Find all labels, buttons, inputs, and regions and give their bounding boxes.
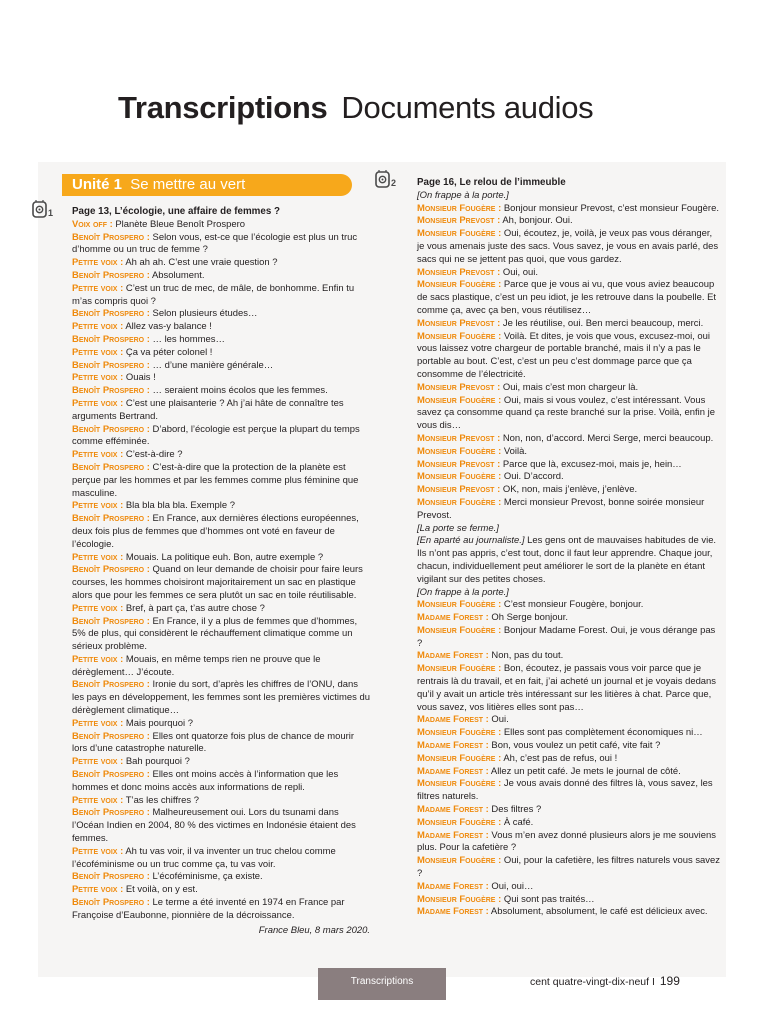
speaker-name: Benoît Prospero : [72, 461, 150, 473]
transcript-line [72, 270, 370, 283]
dialogue-text: C’est monsieur Fougère, bonjour. [501, 599, 644, 611]
transcript-lines [417, 190, 721, 919]
transcript-line [417, 228, 721, 266]
speaker-name: Monsieur Prevost : [417, 266, 501, 278]
speaker-name: Monsieur Prevost : [417, 381, 501, 393]
speaker-name: Monsieur Fougère : [417, 752, 502, 764]
dialogue-text: D’abord, l’écologie est perçue la plupart du temps comme efféminée. [72, 423, 360, 448]
transcript-line [72, 769, 370, 795]
dialogue-text: Elles ont moins accès à l’information que les hommes et donc moins accès aux informations de repli. [72, 769, 339, 793]
transcript-line [72, 334, 370, 347]
speaker-name: Monsieur Fougère : [417, 624, 502, 636]
dialogue-text: Voilà. [501, 445, 527, 457]
transcript-line [417, 279, 721, 317]
transcript-line [417, 215, 721, 228]
unit-number: Unité 1 [72, 176, 123, 193]
dialogue-text: Mouais, en même temps rien ne prouve que le dérèglement… J’écoute. [72, 653, 321, 678]
speaker-name: Monsieur Prevost : [417, 215, 501, 227]
transcript-line [417, 753, 721, 766]
dialogue-text: Mais pourquoi ? [123, 717, 194, 729]
transcript-line [72, 360, 370, 373]
dialogue-text: Non, non, d’accord. Merci Serge, merci beaucoup. [500, 432, 714, 444]
dialogue-text: Elles sont pas complètement économiques ni… [501, 727, 703, 739]
speaker-name: Petite voix : [72, 845, 124, 857]
transcript-line [72, 679, 370, 717]
transcript-line [417, 587, 721, 600]
transcript-line [72, 564, 370, 602]
dialogue-text: … les hommes… [149, 333, 225, 345]
transcript-line [72, 897, 370, 923]
speaker-name: Voix off : [72, 218, 113, 230]
transcript-line [417, 471, 721, 484]
speaker-name: Monsieur Fougère : [417, 202, 502, 214]
dialogue-text: Voilà. Et dites, je vois que vous, excusez-moi, oui vous laissez votre chargeur de portable branché, mais il n’y a pas le portable au bout. C’est, c’est un peu c’est dommage parce que ça consomme de l’électricité. [417, 330, 711, 380]
dialogue-text: Ah ah ah. C’est une vraie question ? [123, 257, 278, 269]
page-number [530, 974, 680, 988]
transcript-line [72, 603, 370, 616]
speaker-name: Benoît Prospero : [72, 679, 150, 691]
transcript-line [417, 804, 721, 817]
speaker-name: Benoît Prospero : [72, 359, 150, 371]
speaker-name: Monsieur Fougère : [417, 228, 502, 240]
transcript-line [72, 449, 370, 462]
dialogue-text: À café. [501, 816, 534, 828]
speaker-name: Madame Forest : [417, 906, 489, 918]
transcript-line [72, 257, 370, 270]
speaker-name: Petite voix : [72, 282, 124, 294]
dialogue-text: Bla bla bla bla. Exemple ? [123, 500, 235, 512]
speaker-name: Benoît Prospero : [72, 231, 150, 243]
dialogue-text: Allez un petit café. Je mets le journal de côté. [488, 765, 681, 777]
transcript-line [72, 283, 370, 309]
transcript-line [417, 190, 721, 203]
transcript-lines [72, 219, 370, 923]
page-title-sub: Documents audios [341, 90, 594, 125]
transcript-line [72, 385, 370, 398]
audio-track-icon[interactable] [375, 169, 401, 191]
page-title-main: Transcriptions [118, 90, 328, 125]
unit-name: Se mettre au vert [130, 176, 246, 193]
speaker-name: Benoît Prospero : [72, 308, 150, 320]
speaker-name: Petite voix : [72, 756, 124, 768]
speaker-name: Madame Forest : [417, 804, 489, 816]
dialogue-text: Ah, c’est pas de refus, oui ! [501, 752, 618, 764]
dialogue-text: Et voilà, on y est. [123, 884, 198, 896]
speaker-name: Petite voix : [72, 653, 124, 665]
transcript-line [417, 446, 721, 459]
dialogue-text: Non, pas du tout. [488, 650, 564, 662]
dialogue-text: En France, aux dernières élections européennes, deux fois plus de femmes que d’hommes ont voté en faveur de l’écologie. [72, 513, 359, 550]
speaker-name: Madame Forest : [417, 880, 489, 892]
stage-direction: [On frappe à la porte.] [417, 189, 509, 201]
dialogue-text: Ah, bonjour. Oui. [500, 215, 573, 227]
speaker-name: Petite voix : [72, 372, 124, 384]
dialogue-text: Allez vas-y balance ! [123, 321, 212, 333]
transcript-line [417, 778, 721, 804]
dialogue-text: C’est un truc de mec, de mâle, de bonhomme. Enfin tu m’as compris quoi ? [72, 282, 355, 307]
transcript-line [72, 321, 370, 334]
dialogue-text: Oui. [488, 714, 509, 726]
speaker-name: Monsieur Fougère : [417, 279, 502, 291]
speaker-name: Benoît Prospero : [72, 269, 150, 281]
dialogue-text: Oui, oui… [488, 880, 534, 892]
transcript-line [417, 433, 721, 446]
speaker-name: Monsieur Fougère : [417, 727, 502, 739]
transcript-line [417, 855, 721, 881]
transcript-line [72, 232, 370, 258]
speaker-name: Benoît Prospero : [72, 615, 150, 627]
speaker-name: Petite voix : [72, 794, 124, 806]
dialogue-text: Parce que je vous ai vu, que vous aviez beaucoup de sacs plastique, c’est un peu idiot, je les retrouve dans la poubelle. Et comme ça, avec ça ben, vous réutilisez… [417, 279, 717, 316]
speaker-name: Benoît Prospero : [72, 564, 150, 576]
transcript-line [417, 766, 721, 779]
transcript-line [417, 625, 721, 651]
speaker-name: Monsieur Fougère : [417, 330, 502, 342]
transcript-line [72, 884, 370, 897]
dialogue-text: Mouais. La politique euh. Bon, autre exemple ? [123, 551, 324, 563]
dialogue-text: Oui, écoutez, je, voilà, je veux pas vous déranger, je vous amenais juste des sacs. Vous savez, je vous en avais parlé, des sacs qui ne se jettent pas quoi, que vous gardez. [417, 228, 719, 265]
dialogue-text: … seraient moins écolos que les femmes. [149, 385, 328, 397]
speaker-name: Benoît Prospero : [72, 769, 150, 781]
transcript-line [72, 462, 370, 500]
speaker-name: Petite voix : [72, 397, 124, 409]
dialogue-text: Absolument, absolument, le café est délicieux avec. [488, 906, 708, 918]
speaker-name: Monsieur Fougère : [417, 471, 502, 483]
dialogue-text: Oui, mais si vous voulez, c’est intéressant. Vous savez ça consomme quand ça reste branché sur la prise. Voilà, enfin je vous dis… [417, 394, 715, 432]
dialogue-text: Oui, pour la cafetière, les filtres naturels vous savez ? [417, 855, 720, 880]
audio-track-icon[interactable] [32, 199, 58, 221]
speaker-name: Madame Forest : [417, 650, 489, 662]
dialogue-text: Malheureusement oui. Lors du tsunami dans l’Océan Indien en 2004, 80 % des victimes en Indonésie étaient des femmes. [72, 807, 356, 845]
speaker-name: Monsieur Prevost : [417, 458, 501, 470]
speaker-name: Petite voix : [72, 551, 124, 563]
speaker-name: Monsieur Fougère : [417, 599, 502, 611]
footer-section-tab[interactable]: Transcriptions [318, 968, 446, 1000]
transcript-line [417, 395, 721, 433]
transcript-line [72, 308, 370, 321]
speaker-name: Monsieur Fougère : [417, 855, 502, 867]
dialogue-text: Absolument. [149, 269, 205, 281]
transcript-line [417, 382, 721, 395]
speaker-name: Madame Forest : [417, 829, 489, 841]
transcript-line [72, 795, 370, 808]
section-title: Page 13, L’écologie, une affaire de femmes ? [72, 206, 280, 217]
source-credit: France Bleu, 8 mars 2020. [258, 924, 370, 936]
dialogue-text: Ouais ! [123, 372, 156, 384]
dialogue-text: L’écoféminisme, ça existe. [149, 871, 263, 883]
transcript-line [417, 331, 721, 382]
speaker-name: Madame Forest : [417, 765, 489, 777]
speaker-name: Monsieur Prevost : [417, 317, 501, 329]
transcript-line [417, 830, 721, 856]
transcript-line [72, 347, 370, 360]
transcript-line [72, 807, 370, 845]
transcript-line [417, 612, 721, 625]
stage-direction: [La porte se ferme.] [417, 522, 499, 534]
transcript-line [417, 727, 721, 740]
speaker-name: Monsieur Fougère : [417, 816, 502, 828]
speaker-name: Monsieur Fougère : [417, 778, 502, 790]
transcript-line [417, 650, 721, 663]
page-number-separator: I [652, 976, 655, 988]
transcript-line [72, 398, 370, 424]
dialogue-text: Parce que là, excusez-moi, mais je, hein… [500, 458, 682, 470]
speaker-name: Petite voix : [72, 602, 124, 614]
speaker-name: Monsieur Fougère : [417, 663, 502, 675]
speaker-name: Madame Forest : [417, 612, 489, 624]
speaker-name: Petite voix : [72, 257, 124, 269]
transcript-line [72, 552, 370, 565]
dialogue-text: Les gens ont de mauvaises habitudes de vie. Ils n’ont pas appris, c’est tout, donc il faut leur apprendre. Chaque jour, chacun, individuellement peut améliorer le sort de la planète en étant vigilant sur des petites choses. [417, 535, 717, 585]
speaker-name: Monsieur Fougère : [417, 496, 502, 508]
transcript-line [72, 654, 370, 680]
speaker-name: Monsieur Fougère : [417, 893, 502, 905]
transcript-line [72, 846, 370, 872]
speaker-name: Petite voix : [72, 500, 124, 512]
transcript-line [417, 318, 721, 331]
transcript-line [72, 513, 370, 551]
transcript-line [417, 497, 721, 523]
dialogue-text: Le terme a été inventé en 1974 en France par Françoise d’Eaubonne, pionnière de la décroissance. [72, 897, 345, 921]
transcript-line [417, 267, 721, 280]
transcript-left-column [72, 206, 370, 937]
transcript-line [417, 817, 721, 830]
transcript-line [72, 372, 370, 385]
dialogue-text: T’as les chiffres ? [123, 794, 199, 806]
stage-direction: [On frappe à la porte.] [417, 586, 509, 598]
speaker-name: Monsieur Fougère : [417, 394, 502, 406]
speaker-name: Madame Forest : [417, 740, 489, 752]
dialogue-text: C’est une plaisanterie ? Ah j’ai hâte de connaître tes arguments Bertrand. [72, 397, 344, 422]
transcript-line [417, 535, 721, 586]
transcript-line [72, 219, 370, 232]
speaker-name: Petite voix : [72, 449, 124, 461]
speaker-name: Monsieur Prevost : [417, 484, 501, 496]
speaker-name: Benoît Prospero : [72, 385, 150, 397]
speaker-name: Petite voix : [72, 717, 124, 729]
speaker-name: Benoît Prospero : [72, 513, 150, 525]
transcript-line [417, 484, 721, 497]
dialogue-text: Ça va péter colonel ! [123, 346, 213, 358]
transcript-line [417, 599, 721, 612]
speaker-name: Monsieur Fougère : [417, 445, 502, 457]
dialogue-text: Ah tu vas voir, il va inventer un truc chelou comme l’écoféminisme ou un truc comme ça, tu vas voir. [72, 845, 336, 870]
speaker-name: Benoît Prospero : [72, 730, 150, 742]
transcript-line [72, 731, 370, 757]
unit-banner [62, 174, 352, 196]
dialogue-text: OK, non, mais j’enlève, j’enlève. [500, 484, 638, 496]
speaker-name: Benoît Prospero : [72, 897, 150, 909]
dialogue-text: Je vous avais donné des filtres là, vous savez, les filtres naturels. [417, 778, 713, 803]
dialogue-text: Bonjour Madame Forest. Oui, je vous dérange pas ? [417, 624, 716, 649]
transcript-line [417, 714, 721, 727]
dialogue-text: Oh Serge bonjour. [488, 612, 569, 624]
page-number-words: cent quatre-vingt-dix-neuf [530, 976, 650, 988]
transcript-line [417, 663, 721, 714]
dialogue-text: C’est-à-dire ? [123, 449, 183, 461]
dialogue-text: Bon, écoutez, je passais vous voir parce que je rentrais là du travail, et en fait, j’ai acheté un journal et je voyais dedans qu’il y avait un article très intéressant sur les litières à chat. Parce que, vous savez, vos litières elles sont pas… [417, 663, 717, 713]
transcript-line [417, 523, 721, 536]
dialogue-text: Qui sont pas traités… [501, 893, 595, 905]
dialogue-text: Bref, à part ça, t’as autre chose ? [123, 602, 265, 614]
dialogue-text: Bon, vous voulez un petit café, vite fait ? [488, 740, 661, 752]
dialogue-text: C’est-à-dire que la protection de la planète est perçue par les hommes et par les femmes comme plus féminine que masculine. [72, 461, 359, 499]
stage-direction: [En aparté au journaliste.] [417, 535, 525, 547]
dialogue-text: Oui, mais c’est mon chargeur là. [500, 381, 639, 393]
transcript-line [417, 906, 721, 919]
speaker-name: Benoît Prospero : [72, 807, 150, 819]
dialogue-text: Bah pourquoi ? [123, 756, 190, 768]
transcript-right-column [417, 177, 721, 919]
speaker-name: Benoît Prospero : [72, 423, 150, 435]
transcript-line [72, 500, 370, 513]
transcript-line [72, 616, 370, 654]
dialogue-text: Ironie du sort, d’après les chiffres de l’ONU, dans les pays en développement, les femmes sont les premières victimes du dérèglement climatique… [72, 679, 370, 717]
transcript-line [72, 718, 370, 731]
dialogue-text: … d’une manière générale… [149, 359, 274, 371]
dialogue-text: Quand on leur demande de choisir pour faire leurs courses, les hommes choisiront majoritairement un sac en plastique alors que pour les femmes ce sera plutôt un sac en toile réutilisable. [72, 564, 363, 601]
dialogue-text: Oui. D’accord. [501, 471, 564, 483]
dialogue-text: Elles ont quatorze fois plus de chance de mourir lors d’une catastrophe naturelle. [72, 730, 354, 755]
dialogue-text: Planète Bleue Benoît Prospero [112, 218, 245, 230]
speaker-name: Petite voix : [72, 884, 124, 896]
speaker-name: Benoît Prospero : [72, 871, 150, 883]
dialogue-text: Bonjour monsieur Prevost, c’est monsieur Fougère. [501, 202, 719, 214]
dialogue-text: Des filtres ? [488, 804, 542, 816]
transcript-line [417, 740, 721, 753]
speaker-name: Monsieur Prevost : [417, 432, 501, 444]
transcript-line [417, 881, 721, 894]
dialogue-text: Oui, oui. [500, 266, 539, 278]
dialogue-text: Merci monsieur Prevost, bonne soirée monsieur Prevost. [417, 496, 705, 521]
transcript-line [417, 894, 721, 907]
transcript-line [417, 203, 721, 216]
page-number-digits: 199 [659, 974, 680, 988]
speaker-name: Petite voix : [72, 321, 124, 333]
transcript-line [72, 424, 370, 450]
section-title: Page 16, Le relou de l’immeuble [417, 177, 566, 188]
transcript-line [72, 756, 370, 769]
speaker-name: Petite voix : [72, 346, 124, 358]
dialogue-text: En France, il y a plus de femmes que d’hommes, 5% de plus, qui considèrent le réchauffement climatique comme un sérieux problème. [72, 615, 358, 653]
speaker-name: Madame Forest : [417, 714, 489, 726]
track-number: 1 [48, 208, 54, 218]
track-number: 2 [391, 178, 397, 188]
page-title [118, 90, 593, 126]
dialogue-text: Selon plusieurs études… [149, 308, 258, 320]
dialogue-text: Vous m’en avez donné plusieurs alors je me souviens plus. Pour la cafetière ? [417, 829, 716, 854]
speaker-name: Benoît Prospero : [72, 333, 150, 345]
transcript-line [417, 459, 721, 472]
transcript-line [72, 871, 370, 884]
dialogue-text: Selon vous, est-ce que l’écologie est plus un truc d’homme ou un truc de femme ? [72, 231, 358, 256]
dialogue-text: Je les réutilise, oui. Ben merci beaucoup, merci. [500, 317, 704, 329]
